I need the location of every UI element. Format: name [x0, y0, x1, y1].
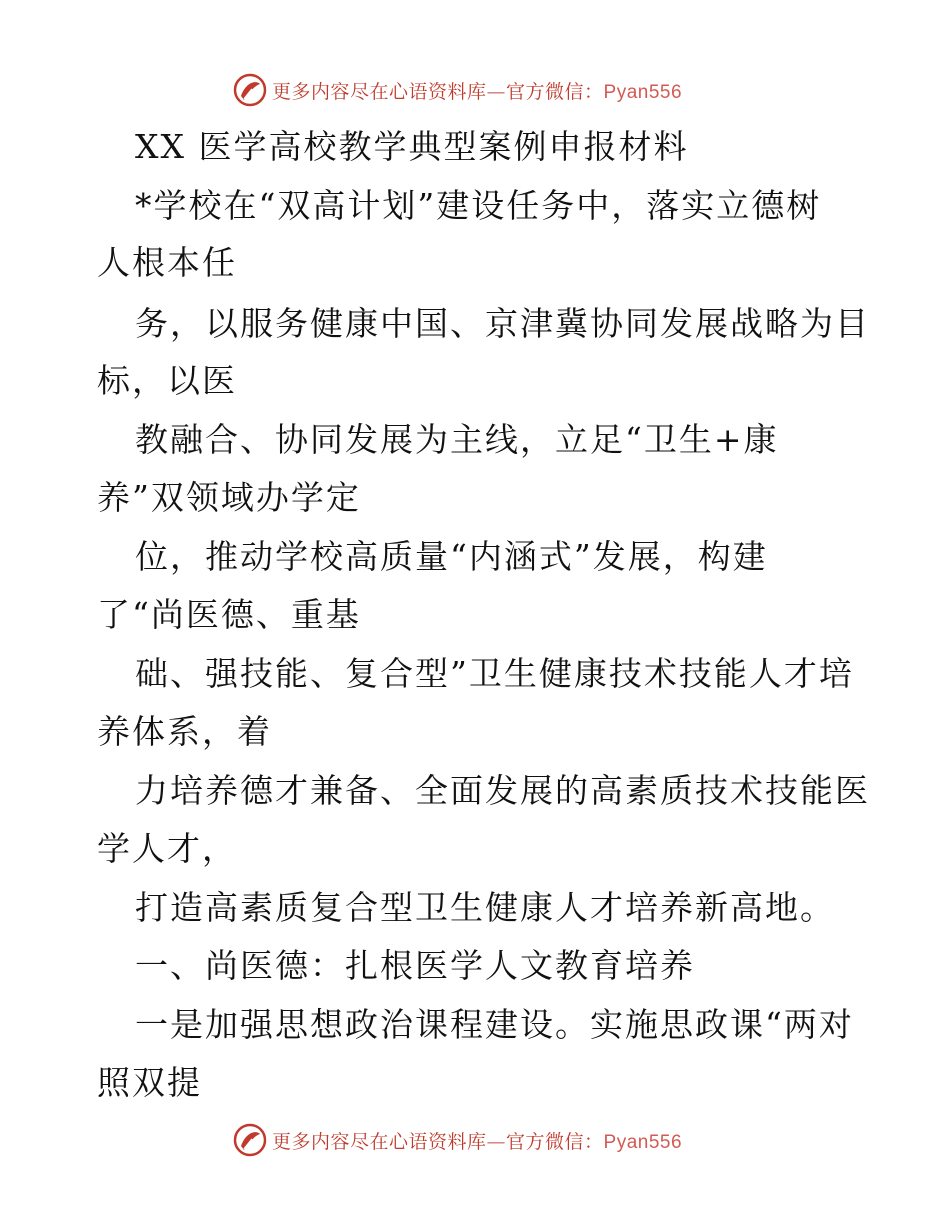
text-line: 础、强技能、复合型”卫生健康技术技能人才培 [135, 654, 854, 693]
watermark-footer [232, 1120, 712, 1160]
text-line: 人根本任 [97, 243, 237, 282]
text-line: 力培养德才兼备、全面发展的高素质技术技能医 [135, 771, 870, 810]
text-line: *学校在“双高计划”建设任务中，落实立德树 [135, 186, 822, 225]
document-title: XX 医学高校教学典型案例申报材料 [135, 127, 689, 166]
pen-logo-icon [232, 72, 268, 108]
text-line: 打造高素质复合型卫生健康人才培养新高地。 [135, 888, 835, 927]
text-line: 务，以服务健康中国、京津冀协同发展战略为目 [135, 304, 870, 343]
watermark-main: 更多内容尽在心语资料库 [272, 80, 487, 103]
section-heading: 一、尚医德：扎根医学人文教育培养 [135, 946, 695, 985]
watermark-separator: — [486, 1130, 507, 1153]
watermark-separator: — [486, 80, 507, 103]
watermark-label: 官方微信： [506, 1130, 604, 1153]
text-line: 养体系，着 [97, 712, 272, 751]
text-line: 位，推动学校高质量“内涵式”发展，构建 [135, 537, 768, 576]
watermark-text [272, 77, 682, 104]
text-line: 学人才， [97, 829, 237, 868]
text-line: 一是加强思想政治课程建设。实施思政课“两对 [135, 1005, 854, 1044]
watermark-main: 更多内容尽在心语资料库 [272, 1130, 487, 1153]
watermark-text [272, 1127, 682, 1154]
text-line: 教融合、协同发展为主线，立足“卫生+康 [135, 420, 779, 459]
watermark-header [232, 70, 712, 110]
watermark-id: Pyan556 [603, 1131, 683, 1153]
text-line: 照双提 [97, 1063, 202, 1102]
text-line: 养”双领域办学定 [97, 478, 361, 517]
watermark-id: Pyan556 [603, 81, 683, 103]
text-line: 了“尚医德、重基 [97, 595, 361, 634]
watermark-label: 官方微信： [506, 80, 604, 103]
pen-logo-icon [232, 1122, 268, 1158]
text-line: 标，以医 [97, 361, 237, 400]
